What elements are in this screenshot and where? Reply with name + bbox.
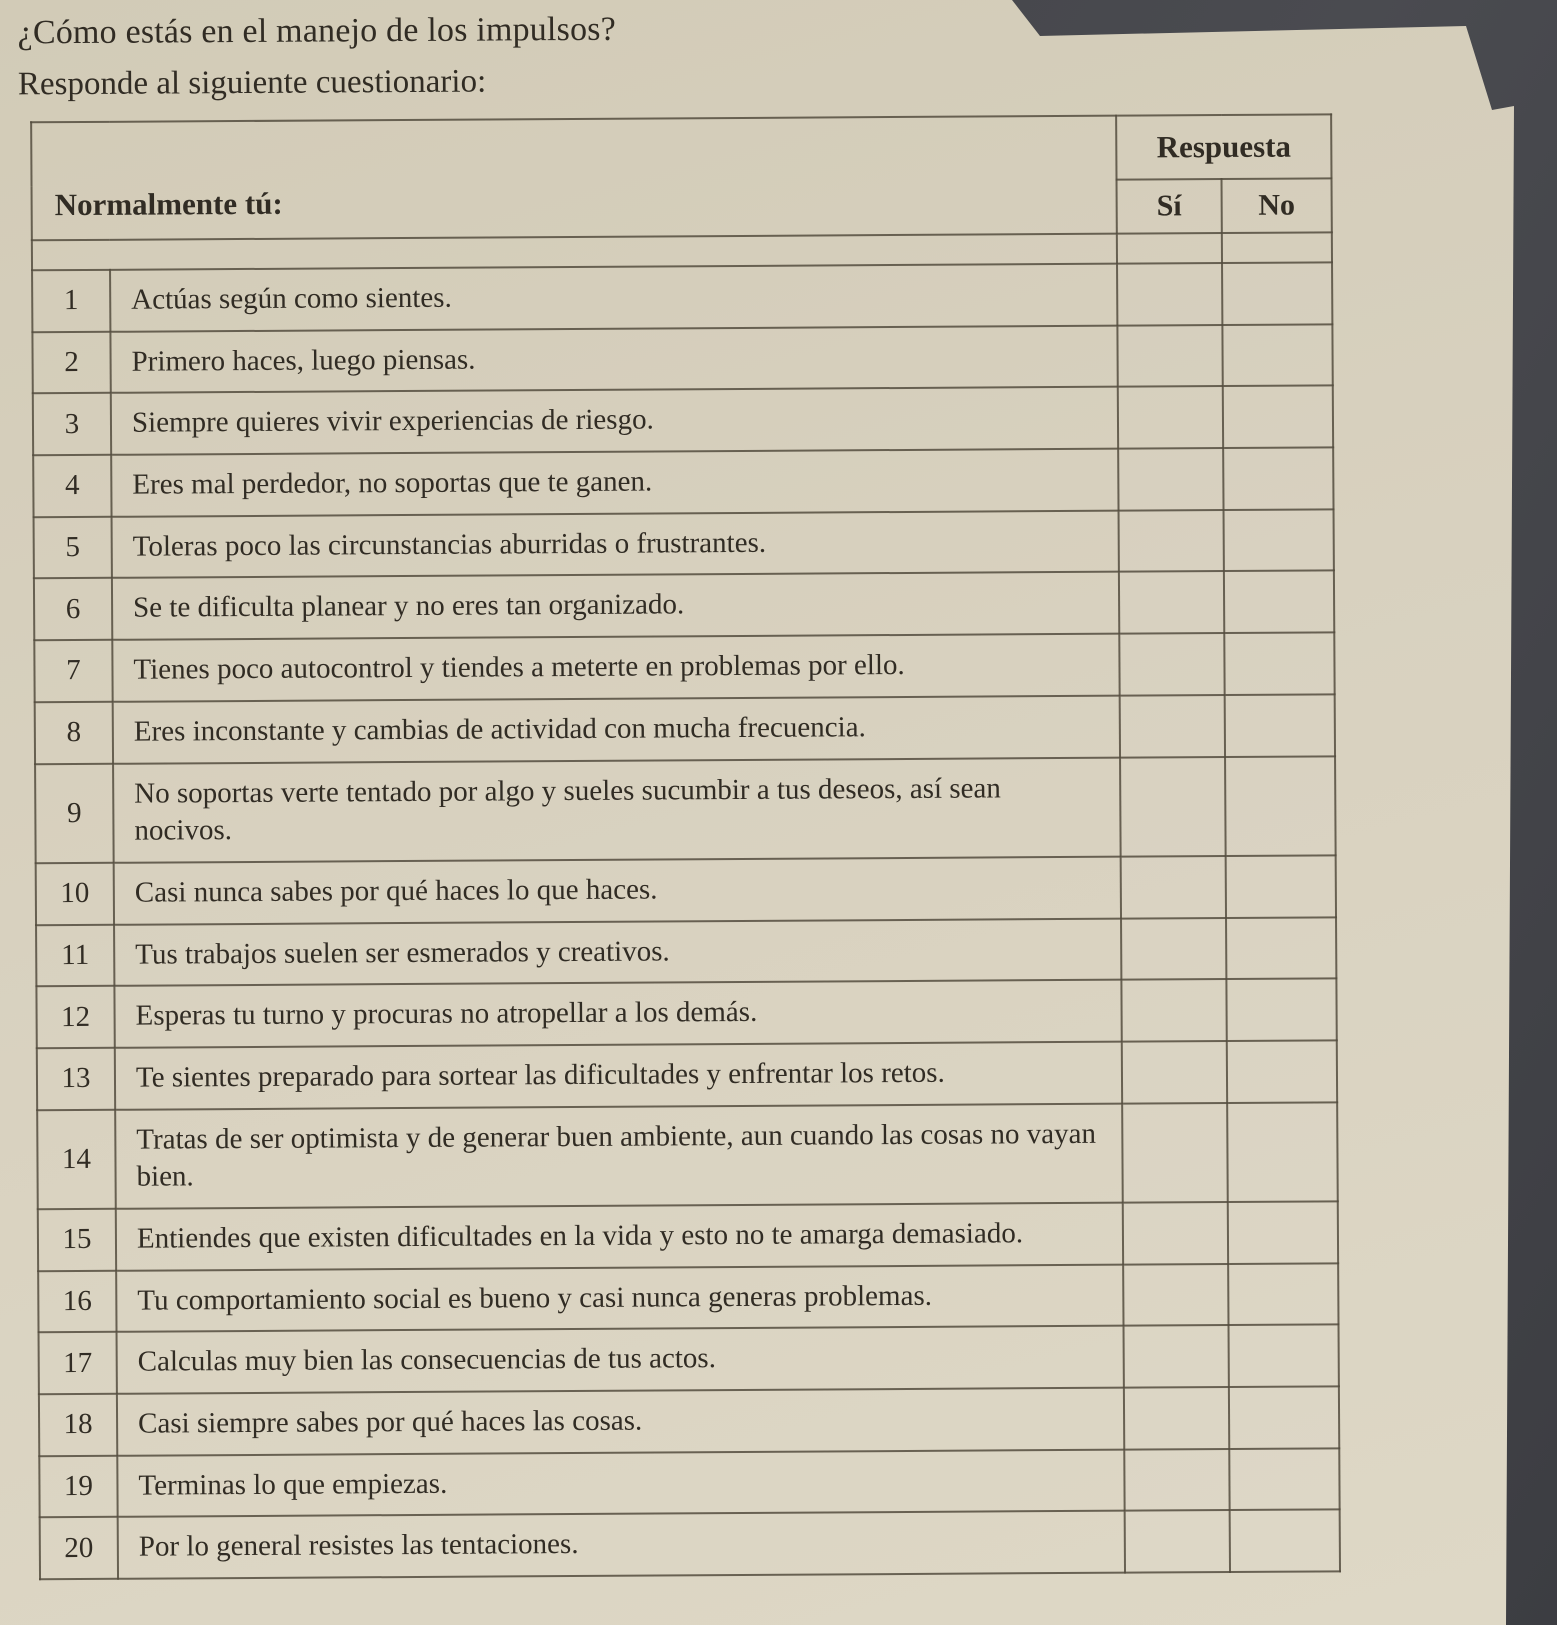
answer-cell-no (1225, 756, 1336, 856)
answer-cell-no (1225, 694, 1335, 756)
answer-cell-no (1224, 571, 1334, 633)
answer-cell-no (1223, 386, 1333, 448)
answer-cell-no (1228, 1263, 1338, 1325)
answer-cell-no (1227, 1102, 1338, 1202)
answer-cell-si (1121, 856, 1226, 918)
row-number: 18 (39, 1394, 117, 1456)
no-header: No (1222, 178, 1332, 233)
row-number: 16 (38, 1270, 116, 1332)
row-number: 12 (36, 986, 114, 1048)
row-number: 1 (32, 270, 110, 332)
spacer-cell-si (1117, 233, 1222, 264)
table-row (33, 447, 1333, 517)
table-row (39, 1448, 1339, 1518)
statement-text: Actúas según como sientes. (110, 264, 1117, 332)
row-number: 10 (36, 863, 114, 925)
answer-cell-si (1123, 1264, 1228, 1326)
statement-text: Casi siempre sabes por qué haces las cosas. (117, 1388, 1124, 1456)
row-number: 2 (32, 332, 110, 394)
table-row (39, 1325, 1339, 1395)
statement-text: Eres inconstante y cambias de actividad con mucha frecuencia. (113, 695, 1120, 763)
table-row (38, 1263, 1338, 1333)
answer-cell-si (1121, 979, 1226, 1041)
table-row (34, 509, 1334, 579)
answer-cell-si (1117, 263, 1222, 325)
statement-text: Entiendes que existen dificultades en la vida y esto no te amarga demasiado. (116, 1203, 1123, 1271)
answer-cell-no (1223, 447, 1333, 509)
answer-cell-si (1119, 633, 1224, 695)
spacer-cell-no (1222, 232, 1332, 263)
row-number: 19 (39, 1456, 117, 1518)
table-row (36, 855, 1336, 925)
row-number: 3 (33, 393, 111, 455)
row-number: 17 (39, 1332, 117, 1394)
header-row (31, 114, 1331, 186)
row-number: 4 (33, 455, 111, 517)
table-row (35, 694, 1335, 764)
table-row (38, 1201, 1338, 1271)
answer-cell-no (1230, 1510, 1340, 1572)
answer-cell-no (1226, 855, 1336, 917)
table-row (35, 756, 1336, 863)
answer-cell-si (1124, 1325, 1229, 1387)
answer-cell-no (1229, 1448, 1339, 1510)
answer-cell-si (1118, 448, 1223, 510)
respuesta-header: Respuesta (1116, 114, 1331, 179)
statement-text: Terminas lo que empiezas. (117, 1449, 1124, 1517)
row-number: 9 (35, 763, 114, 863)
row-number: 20 (40, 1517, 118, 1579)
statement-text: Por lo general resistes las tentaciones. (118, 1511, 1125, 1579)
table-row (40, 1510, 1340, 1580)
row-number: 8 (35, 702, 113, 764)
answer-cell-si (1117, 325, 1222, 387)
normalmente-tu-header: Normalmente tú: (31, 116, 1117, 241)
table-row (39, 1386, 1339, 1456)
table-row (36, 917, 1336, 987)
answer-cell-no (1229, 1325, 1339, 1387)
row-number: 6 (34, 578, 112, 640)
answer-cell-si (1124, 1387, 1229, 1449)
answer-cell-si (1120, 695, 1225, 757)
statement-text: Tus trabajos suelen ser esmerados y creativos. (114, 918, 1121, 986)
answer-cell-si (1119, 571, 1224, 633)
answer-cell-no (1229, 1386, 1339, 1448)
row-number: 7 (34, 640, 112, 702)
table-row (34, 632, 1334, 702)
answer-cell-no (1226, 917, 1336, 979)
answer-cell-si (1120, 757, 1226, 857)
answer-cell-si (1123, 1202, 1228, 1264)
answer-cell-si (1124, 1449, 1229, 1511)
answer-cell-no (1226, 979, 1336, 1041)
table-row (34, 571, 1334, 641)
answer-cell-si (1118, 386, 1223, 448)
row-number: 14 (37, 1109, 116, 1209)
page-subtitle: Responde al siguiente cuestionario: (17, 63, 487, 103)
answer-cell-si (1125, 1510, 1230, 1572)
questionnaire-table (30, 113, 1341, 1580)
answer-cell-si (1122, 1103, 1228, 1203)
statement-text: Tu comportamiento social es bueno y casi nunca generas problemas. (116, 1264, 1123, 1332)
statement-text: Primero haces, luego piensas. (110, 325, 1117, 393)
answer-cell-si (1119, 510, 1224, 572)
answer-cell-no (1224, 632, 1334, 694)
si-header: Sí (1117, 179, 1222, 234)
row-number: 5 (34, 517, 112, 579)
statement-text: Te sientes preparado para sortear las dificultades y enfrentar los retos. (115, 1042, 1122, 1110)
answer-cell-si (1121, 918, 1226, 980)
statement-text: Toleras poco las circunstancias aburridas o frustrantes. (112, 510, 1119, 578)
answer-cell-no (1222, 262, 1332, 324)
row-number: 11 (36, 924, 114, 986)
table-row (32, 262, 1332, 332)
statement-text: Esperas tu turno y procuras no atropellar a los demás. (114, 980, 1121, 1048)
table-row (32, 324, 1332, 394)
page-title: ¿Cómo estás en el manejo de los impulsos? (17, 10, 617, 52)
table-row (36, 979, 1336, 1049)
answer-cell-no (1224, 509, 1334, 571)
statement-text: Eres mal perdedor, no soportas que te ganen. (111, 449, 1118, 517)
table-row (37, 1040, 1337, 1110)
table-row (37, 1102, 1338, 1209)
statement-text: Siempre quieres vivir experiencias de riesgo. (111, 387, 1118, 455)
statement-text: Calculas muy bien las consecuencias de tus actos. (117, 1326, 1124, 1394)
table-row (33, 386, 1333, 456)
statement-text: Tratas de ser optimista y de generar buen ambiente, aun cuando las cosas no vayan bien. (115, 1103, 1123, 1209)
answer-cell-no (1228, 1201, 1338, 1263)
answer-cell-no (1222, 324, 1332, 386)
answer-cell-si (1122, 1041, 1227, 1103)
statement-text: Casi nunca sabes por qué haces lo que haces. (114, 857, 1121, 925)
row-number: 13 (37, 1048, 115, 1110)
statement-text: Se te dificulta planear y no eres tan organizado. (112, 572, 1119, 640)
answer-cell-no (1227, 1040, 1337, 1102)
row-number: 15 (38, 1209, 116, 1271)
statement-text: No soportas verte tentado por algo y sueles sucumbir a tus deseos, así sean nocivos. (113, 757, 1121, 863)
statement-text: Tienes poco autocontrol y tiendes a meterte en problemas por ello. (112, 634, 1119, 702)
